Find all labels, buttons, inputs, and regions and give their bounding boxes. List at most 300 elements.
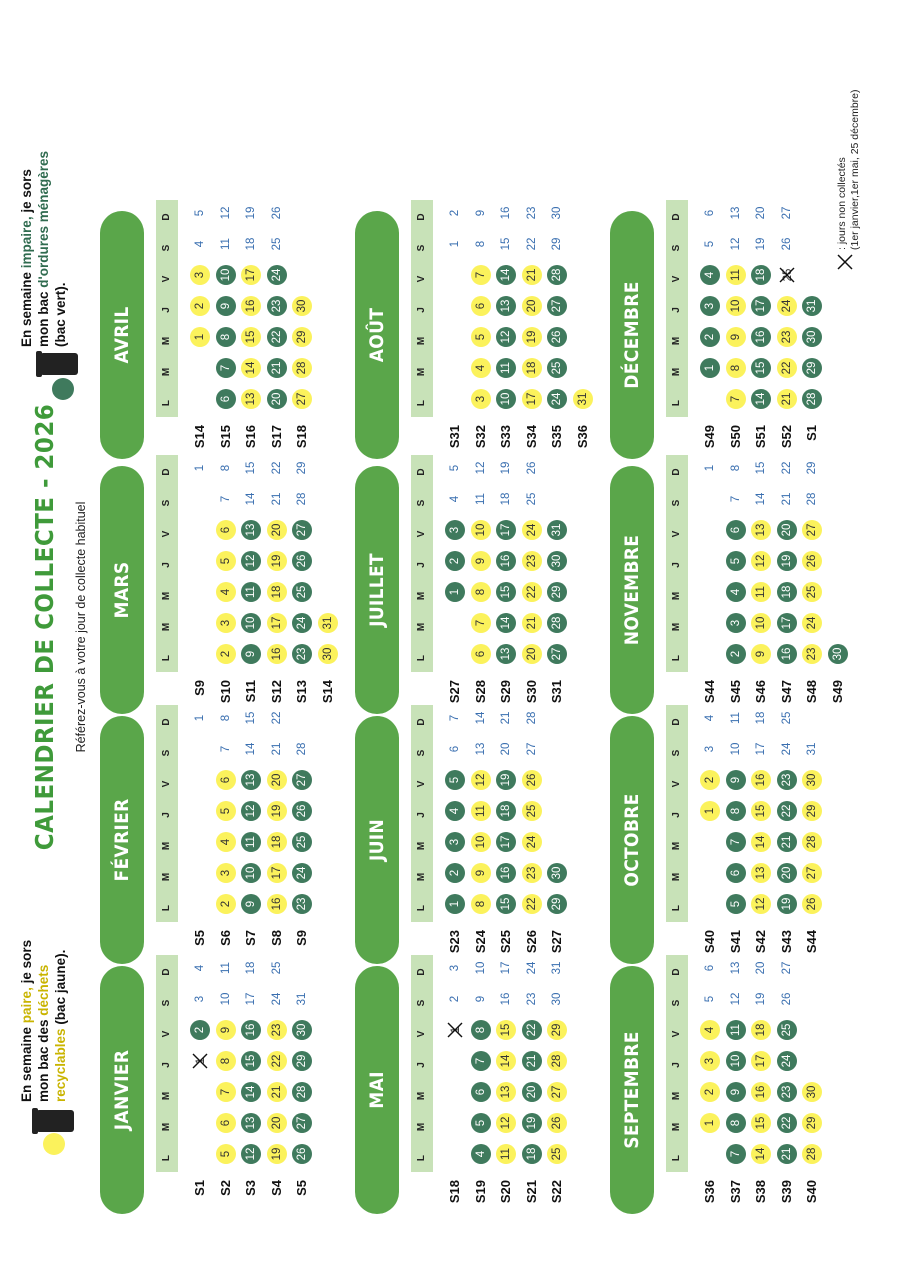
household-waste-day: 14 [496,265,516,285]
recycling-day: 29 [547,1020,567,1040]
household-waste-day: 6 [216,389,236,409]
household-waste-day: 27 [292,1113,312,1133]
recycling-day: 6 [216,770,236,790]
household-waste-day: 3 [445,832,465,852]
weekday-label: J [416,812,427,818]
week-number: S4 [268,1180,284,1196]
weekday-label: L [416,654,427,662]
weekday-label: V [671,780,682,788]
household-waste-day: 5 [726,894,746,914]
household-waste-day: 18 [751,265,771,285]
household-waste-day: 24 [267,265,287,285]
weekday-label: M [161,336,172,346]
day-number: 4 [194,964,206,972]
household-waste-day: 26 [292,1144,312,1164]
weekday-label: L [671,1154,682,1162]
weekday-label: D [671,468,682,476]
weekday-label: D [416,718,427,726]
household-waste-day: 23 [292,644,312,664]
week-number: S44 [702,680,717,704]
weekday-label: M [416,591,427,601]
week-number: S36 [574,425,590,449]
weekday-label: D [161,968,172,976]
weekday-label: M [416,367,427,377]
day-number: 16 [500,206,512,220]
week-number: S26 [523,930,539,954]
household-waste-day: 8 [726,801,746,821]
month-header: FÉVRIER [100,716,144,964]
recycling-day: 19 [267,551,287,571]
page-title: CALENDRIER DE COLLECTE - 2026 [30,403,59,851]
recycling-day: 3 [216,863,236,883]
day-number: 1 [449,240,461,248]
day-number: 2 [449,209,461,217]
household-waste-day: 9 [726,1082,746,1102]
household-waste-day: 20 [777,863,797,883]
recycling-day: 2 [216,894,236,914]
day-number: 29 [551,237,563,251]
household-waste-day: 22 [777,1113,797,1133]
weekday-header [411,955,433,1172]
day-number: 3 [704,745,716,753]
weekday-header [156,200,178,417]
month-header: JUILLET [355,466,399,714]
weekday-label: L [161,904,172,912]
weekday-label: S [416,499,427,507]
weekday-label: J [671,562,682,568]
weekday-label: V [671,1030,682,1038]
household-waste-day: 20 [267,389,287,409]
day-number: 19 [245,206,257,220]
household-waste-day: 21 [267,358,287,378]
day-number: 8 [729,464,742,472]
note-highlight: déchets recyclables [36,964,68,1102]
household-waste-day: 3 [726,613,746,633]
recycling-day: 12 [751,894,771,914]
week-number: S49 [829,680,845,704]
weekday-label: J [416,307,427,313]
weekday-label: J [161,1062,172,1068]
household-waste-day: 18 [522,1144,542,1164]
recycling-day: 11 [496,1144,516,1164]
week-number: S10 [217,680,233,704]
week-number: S40 [804,1180,819,1204]
household-waste-day: 31 [802,296,822,316]
recycling-day: 10 [471,520,491,540]
household-waste-day: 8 [471,1020,491,1040]
weekday-label: D [671,718,682,726]
recycling-day: 8 [726,358,746,378]
recycling-day: 29 [292,327,312,347]
household-waste-day: 2 [445,551,465,571]
household-waste-day: 25 [292,832,312,852]
household-waste-day: 22 [522,1020,542,1040]
day-number: 28 [525,711,538,725]
household-waste-day: 16 [241,1020,261,1040]
week-number: S27 [549,930,564,954]
household-waste-day: 23 [267,296,287,316]
household-waste-day: 17 [777,613,797,633]
recycling-day: 8 [216,1051,236,1071]
note-text: En semaine [19,268,34,347]
household-waste-day: 15 [241,1051,261,1071]
recycling-day: 24 [802,613,822,633]
recycling-day: 17 [267,613,287,633]
recycling-day: 13 [751,520,771,540]
day-number: 1 [704,464,716,472]
recycling-day: 9 [726,327,746,347]
week-number: S23 [447,930,462,954]
weekday-label: D [416,213,427,221]
weekday-header [156,955,178,1172]
weekday-label: J [416,562,427,568]
household-waste-day: 5 [445,770,465,790]
week-number: S20 [498,1180,513,1204]
day-number: 17 [500,961,512,975]
weekday-label: M [671,872,682,882]
household-waste-day: 21 [777,832,797,852]
day-number: 24 [525,961,538,975]
recycling-day: 12 [496,1113,516,1133]
day-number: 14 [245,492,257,506]
household-waste-day: 10 [241,863,261,883]
household-waste-day: 3 [700,296,720,316]
household-waste-day: 1 [445,894,465,914]
recycling-day: 14 [241,358,261,378]
recycling-day: 15 [241,327,261,347]
week-number: S27 [447,680,462,704]
week-number: S43 [778,930,794,954]
day-number: 16 [500,992,512,1006]
recycling-day: 15 [496,1020,516,1040]
household-waste-day: 10 [241,613,261,633]
recycling-day: 19 [267,801,287,821]
week-number: S47 [778,680,794,704]
day-number: 20 [755,206,767,220]
recycling-day: 3 [190,265,210,285]
week-number: S18 [447,1180,462,1204]
recycling-day: 21 [522,265,542,285]
recycling-day: 5 [471,327,491,347]
week-number: S7 [243,930,258,946]
day-number: 25 [781,268,794,282]
weekday-header [156,455,178,672]
recycling-day: 10 [751,613,771,633]
day-number: 21 [270,742,283,756]
recycling-day: 23 [777,327,797,347]
month-header: AOÛT [355,211,399,459]
household-waste-day: 10 [216,265,236,285]
recycling-day: 20 [522,296,542,316]
recycling-day: 14 [751,1144,771,1164]
week-number: S17 [268,425,284,449]
week-number: S38 [753,1180,768,1204]
recycling-day: 31 [573,389,593,409]
recycling-day: 24 [522,520,542,540]
week-number: S5 [294,1180,309,1196]
day-number: 21 [270,492,283,506]
household-waste-day: 17 [751,296,771,316]
recycling-day: 19 [267,1144,287,1164]
weekday-label: J [671,812,682,818]
weekday-label: V [416,780,427,788]
weekday-label: M [161,872,172,882]
recycling-day: 6 [471,296,491,316]
weekday-label: L [416,904,427,912]
recycling-day: 21 [522,613,542,633]
day-number: 10 [729,742,742,756]
household-waste-day: 24 [547,389,567,409]
week-number: S9 [192,680,207,696]
weekday-label: S [161,244,172,252]
weekday-label: J [161,307,172,313]
household-waste-day: 2 [190,1020,210,1040]
weekday-label: S [416,749,427,757]
week-number: S25 [498,930,513,954]
day-number: 24 [780,742,793,756]
month-header: OCTOBRE [610,716,654,964]
non-collected-day [777,265,797,285]
recycling-day: 27 [292,389,312,409]
weekday-label: M [161,1091,172,1101]
day-number: 9 [474,995,487,1003]
household-waste-day: 13 [496,296,516,316]
note-text: (bac jaune). [53,949,68,1029]
weekday-header [666,705,688,922]
recycling-day: 22 [522,582,542,602]
weekday-label: D [671,968,682,976]
recycling-day: 10 [471,832,491,852]
day-number: 15 [245,711,257,725]
day-number: 22 [270,711,283,725]
weekday-label: V [161,780,172,788]
weekday-label: D [416,968,427,976]
week-number: S37 [727,1180,743,1204]
household-waste-day: 19 [777,894,797,914]
household-waste-day: 15 [496,582,516,602]
week-number: S32 [472,425,488,449]
week-number: S39 [778,1180,794,1204]
day-number: 4 [704,714,716,722]
weekday-label: M [416,336,427,346]
weekday-label: L [671,904,682,912]
day-number: 5 [449,464,461,472]
week-number: S22 [549,1180,564,1204]
weekday-label: M [416,841,427,851]
day-number: 4 [449,495,461,503]
day-number: 31 [806,742,818,756]
recycling-day: 10 [726,296,746,316]
household-waste-day: 12 [241,1144,261,1164]
recycling-day: 18 [522,358,542,378]
household-waste-day: 8 [726,1113,746,1133]
household-waste-day: 11 [241,582,261,602]
recycling-day: 13 [751,863,771,883]
day-number: 20 [755,961,767,975]
recycling-day: 17 [267,863,287,883]
recycling-day: 7 [216,1082,236,1102]
weekday-label: V [671,530,682,538]
recycling-day: 18 [751,1020,771,1040]
weekday-label: M [416,1122,427,1132]
household-waste-day: 11 [726,1020,746,1040]
week-number: S41 [727,930,743,954]
household-waste-day: 7 [471,1051,491,1071]
recycling-day: 19 [522,327,542,347]
household-waste-day: 30 [802,327,822,347]
weekday-label: L [161,654,172,662]
household-waste-day: 15 [751,358,771,378]
day-number: 24 [270,992,283,1006]
week-number: S42 [753,930,768,954]
week-number: S44 [804,930,819,954]
household-waste-day: 13 [241,1113,261,1133]
week-number: S34 [523,425,539,449]
recycling-day: 5 [216,801,236,821]
day-number: 26 [270,206,283,220]
week-number: S30 [523,680,539,704]
recycling-day: 2 [700,1082,720,1102]
week-number: S16 [243,425,258,449]
day-number: 29 [296,461,308,475]
month-header: NOVEMBRE [610,466,654,714]
day-number: 1 [450,1026,462,1034]
recycling-day: 9 [216,1020,236,1040]
recycling-day: 17 [241,265,261,285]
weekday-label: J [671,307,682,313]
recycling-day: 1 [700,801,720,821]
week-number: S14 [192,425,207,449]
household-waste-day: 23 [777,770,797,790]
week-number: S15 [217,425,233,449]
recycling-day: 18 [267,582,287,602]
month-header: SEPTEMBRE [610,966,654,1214]
weekday-label: S [416,244,427,252]
household-waste-day: 13 [496,644,516,664]
note-highlight: d'ordures ménagères [36,150,51,288]
recycling-day: 13 [496,1082,516,1102]
day-number: 11 [729,712,742,724]
week-number: S48 [804,680,819,704]
recycling-day: 12 [471,770,491,790]
month-header: AVRIL [100,211,144,459]
recycling-day: 17 [751,1051,771,1071]
week-number: S2 [217,1180,233,1196]
note-highlight: impaire, [19,216,34,269]
recycling-day: 22 [267,1051,287,1071]
household-waste-day: 22 [267,327,287,347]
recycling-day: 2 [190,296,210,316]
green-bin-icon [18,341,84,407]
day-number: 25 [270,961,283,975]
recycling-day: 24 [777,296,797,316]
day-number: 13 [729,961,742,975]
recycling-day: 30 [318,644,338,664]
week-number: S13 [294,680,309,704]
recycling-day: 27 [547,1082,567,1102]
recycling-day: 16 [751,1082,771,1102]
recycling-day: 26 [802,551,822,571]
day-number: 7 [729,495,742,503]
weekday-label: M [416,622,427,632]
weekday-label: J [161,812,172,818]
day-number: 22 [525,237,538,251]
recycling-day: 24 [522,832,542,852]
household-waste-day: 5 [471,1113,491,1133]
day-number: 3 [194,995,206,1003]
recycling-day: 6 [471,644,491,664]
recycling-day: 20 [522,644,542,664]
household-waste-day: 29 [547,894,567,914]
week-number: S31 [549,680,564,704]
week-number: S1 [192,1180,207,1196]
day-number: 1 [195,1057,207,1065]
weekday-label: V [416,530,427,538]
week-number: S9 [294,930,309,946]
note-highlight: paire, [19,987,34,1024]
day-number: 27 [780,961,793,975]
recycling-day: 2 [700,770,720,790]
household-waste-day: 28 [547,613,567,633]
week-number: S49 [702,425,717,449]
household-waste-day: 14 [496,613,516,633]
household-waste-day: 3 [445,520,465,540]
household-waste-day: 20 [777,520,797,540]
day-number: 1 [194,464,206,472]
recycling-day: 21 [777,389,797,409]
recycling-day: 7 [726,389,746,409]
household-waste-day: 4 [445,801,465,821]
weekday-label: M [671,622,682,632]
recycling-day: 27 [802,520,822,540]
household-waste-day: 28 [292,1082,312,1102]
week-number: S12 [268,680,284,704]
weekday-label: V [416,1030,427,1038]
recycling-day: 2 [216,644,236,664]
recycling-day: 26 [522,770,542,790]
day-number: 18 [245,237,257,251]
recycling-day: 26 [547,1113,567,1133]
recycling-day: 22 [777,358,797,378]
day-number: 11 [474,493,487,505]
day-number: 30 [551,992,563,1006]
household-waste-day: 25 [292,582,312,602]
week-number: S21 [523,1180,539,1204]
day-number: 15 [245,461,257,475]
day-number: 23 [525,992,538,1006]
recycling-day: 15 [751,1113,771,1133]
household-waste-day: 24 [292,863,312,883]
household-waste-day: 26 [292,551,312,571]
recycling-day: 11 [471,801,491,821]
household-waste-day: 13 [241,770,261,790]
weekday-header [156,705,178,922]
household-waste-day: 30 [547,551,567,571]
household-waste-day: 10 [496,389,516,409]
week-number: S29 [498,680,513,704]
day-number: 14 [755,492,767,506]
weekday-label: M [161,591,172,601]
recycling-day: 18 [267,832,287,852]
weekday-label: S [416,999,427,1007]
household-waste-day: 27 [547,296,567,316]
recycling-day: 16 [267,894,287,914]
household-waste-day: 11 [496,358,516,378]
recycling-day: 23 [522,551,542,571]
household-waste-day: 29 [547,582,567,602]
recycling-day: 16 [751,770,771,790]
weekday-label: S [161,499,172,507]
